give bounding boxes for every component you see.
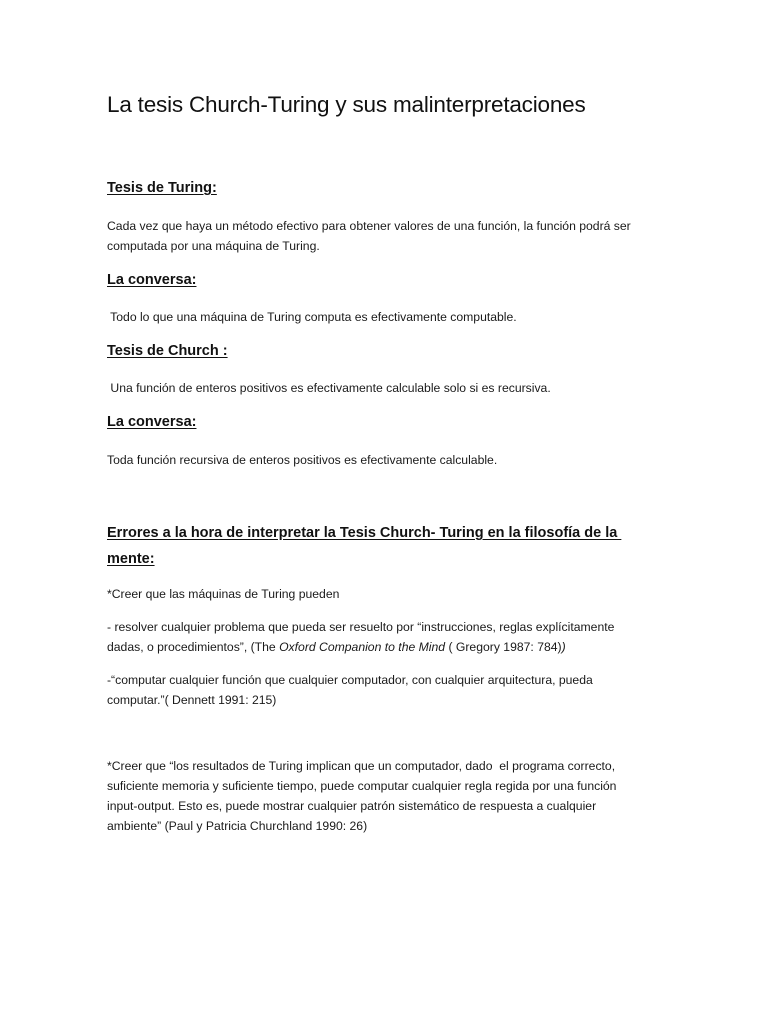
- conversa-2-text: Toda función recursiva de enteros positivos es efectivamente calculable.: [107, 453, 498, 467]
- heading-conversa-1: La conversa:: [107, 272, 197, 288]
- citation-close-paren: ): [561, 640, 566, 654]
- errores-item-3-line-2: computar.”( Dennett 1991: 215): [107, 693, 277, 707]
- citation-book-title: Oxford Companion to the Mind: [279, 640, 446, 654]
- conversa-1-text: Todo lo que una máquina de Turing computa es efectivamente computable.: [107, 310, 517, 324]
- heading-conversa-2: La conversa:: [107, 414, 197, 430]
- heading-errores-line-1: Errores a la hora de interpretar la Tesis Church- Turing en la filosofía de la: [107, 525, 622, 541]
- errores-item-4: [107, 756, 667, 836]
- tesis-turing-line-2: computada por una máquina de Turing.: [107, 239, 320, 253]
- errores-item-4-line-1: *Creer que “los resultados de Turing implican que un computador, dado el programa correcto,: [107, 759, 616, 773]
- errores-item-2-line-2: [107, 637, 667, 657]
- errores-item-3-line-1: -“computar cualquier función que cualquier computador, con cualquier arquitectura, pueda: [107, 673, 593, 687]
- errores-item-4-line-2: suficiente memoria y suficiente tiempo, puede computar cualquier regla regida por una función: [107, 779, 617, 793]
- citation-prefix: dadas, o procedimientos”, (The: [107, 640, 280, 654]
- errores-item-2: [107, 617, 667, 657]
- errores-item-2-line-1: - resolver cualquier problema que pueda ser resuelto por “instrucciones, reglas explícitamente: [107, 620, 615, 634]
- errores-item-1: *Creer que las máquinas de Turing pueden: [107, 587, 340, 601]
- page-title: La tesis Church-Turing y sus malinterpretaciones: [107, 92, 586, 117]
- heading-errores-line-2: mente:: [107, 551, 155, 567]
- errores-item-4-line-4: ambiente” (Paul y Patricia Churchland 1990: 26): [107, 819, 368, 833]
- errores-item-4-line-3: input-output. Esto es, puede mostrar cualquier patrón sistemático de respuesta a cualquier: [107, 799, 597, 813]
- heading-errores: [107, 520, 667, 572]
- heading-tesis-turing: Tesis de Turing:: [107, 180, 217, 196]
- citation-reference: ( Gregory 1987: 784): [445, 640, 562, 654]
- tesis-turing-line-1: Cada vez que haya un método efectivo para obtener valores de una función, la función podrá ser: [107, 219, 631, 233]
- errores-item-3: [107, 670, 667, 710]
- tesis-turing-text: [107, 216, 667, 256]
- tesis-church-text: Una función de enteros positivos es efectivamente calculable solo si es recursiva.: [107, 381, 551, 395]
- heading-tesis-church: Tesis de Church :: [107, 343, 228, 359]
